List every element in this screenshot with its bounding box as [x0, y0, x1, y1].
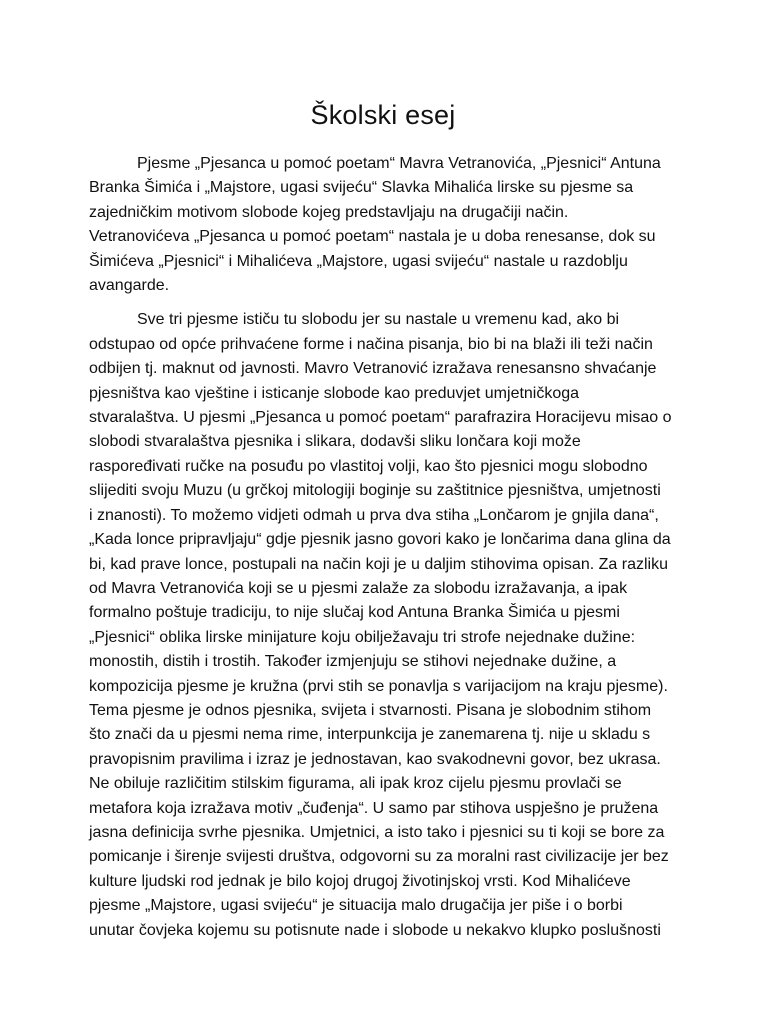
text-line: formalno poštuje tradiciju, to nije slučaj kod Antuna Branka Šimića u pjesmi	[89, 604, 620, 622]
text-line: Pjesme „Pjesanca u pomoć poetam“ Mavra Vetranovića, „Pjesnici“ Antuna	[137, 155, 661, 172]
text-line: Tema pjesme je odnos pjesnika, svijeta i stvarnosti. Pisana je slobodnim stihom	[89, 701, 652, 719]
text-line: pjesništva kao vještine i isticanje slobode kao preduvjet umjetničkoga	[89, 384, 580, 402]
text-line: pravopisnim pravilima i izraz je jednostavan, kao svakodnevni govor, bez ukrasa.	[89, 750, 661, 768]
text-line: pomicanje i širenje svijesti društva, odgovorni su za moralni rast civilizacije jer bez	[89, 848, 669, 866]
text-line: slijediti svoju Muzu (u grčkoj mitologiji boginje su zaštitnice pjesništva, umjetnosti	[89, 482, 661, 500]
text-line: što znači da u pjesmi nema rime, interpunkcija je zanemarena tj. nije u skladu s	[89, 726, 651, 744]
text-line: Vetranovićeva „Pjesanca u pomoć poetam“ nastala je u doba renesanse, dok su	[89, 228, 656, 246]
text-line: od Mavra Vetranovića koji se u pjesmi zalaže za slobodu izražavanja, a ipak	[89, 579, 628, 597]
text-line: pjesme „Majstore, ugasi svijeću“ je situacija malo drugačija jer piše i o borbi	[89, 897, 623, 915]
text-line: Ne obiluje različitim stilskim figurama, ali ipak kroz cijelu pjesmu provlači se	[89, 775, 622, 793]
essay-body	[89, 152, 677, 943]
text-line: slobodi stvaralaštva pjesnika i slikara, dodavši sliku lončara koji može	[89, 433, 581, 451]
text-line: „Kada lonce pripravljaju“ gdje pjesnik jasno govori kako je lončarima dana glina da	[89, 531, 671, 549]
text-line: metafora koja izražava motiv „čuđenja“. U samo par stihova uspješno je pružena	[89, 799, 659, 817]
text-line: kompozicija pjesme je kružna (prvi stih se ponavlja s varijacijom na kraju pjesme).	[89, 677, 668, 695]
text-line: zajedničkim motivom slobode kojeg predstavljaju na drugačiji način.	[89, 203, 569, 221]
essay-title: Školski esej	[310, 100, 456, 130]
paragraph	[89, 308, 677, 943]
text-line: odstupao od opće prihvaćene forme i načina pisanja, bio bi na blaži ili teži način	[89, 335, 653, 353]
text-line: jasna definicija svrhe pjesnika. Umjetnici, a isto tako i pjesnici su ti koji se bore za	[89, 823, 665, 841]
text-line: avangarde.	[89, 277, 170, 295]
text-line: odbijen tj. maknut od javnosti. Mavro Vetranović izražava renesansno shvaćanje	[89, 360, 657, 378]
paragraph	[89, 152, 677, 298]
text-line: monostih, distih i trostih. Također izmjenjuju se stihovi nejednake dužine, a	[89, 653, 617, 671]
text-line: raspoređivati ručke na posuđu po vlastitoj volji, kao što pjesnici mogu slobodno	[89, 457, 648, 475]
text-line: i znanosti). To možemo vidjeti odmah u prva dva stiha „Lončarom je gnjila dana“,	[89, 506, 659, 524]
text-line: Branka Šimića i „Majstore, ugasi svijeću“ Slavka Mihalića lirske su pjesme sa	[89, 179, 634, 197]
text-line: kulture ljudski rod jednak je bilo kojoj drugoj životinjskoj vrsti. Kod Mihalićeve	[89, 872, 631, 890]
text-line: unutar čovjeka kojemu su potisnute nade i slobode u nekakvo klupko poslušnosti	[89, 921, 661, 939]
text-line: bi, kad prave lonce, postupali na način koji je u daljim stihovima opisan. Za razliku	[89, 555, 668, 573]
text-line: stvaralaštva. U pjesmi „Pjesanca u pomoć poetam“ parafrazira Horacijevu misao o	[89, 409, 672, 427]
text-line: Šimićeva „Pjesnici“ i Mihalićeva „Majstore, ugasi svijeću“ nastale u razdoblju	[89, 252, 628, 270]
text-line: Sve tri pjesme ističu tu slobodu jer su nastale u vremenu kad, ako bi	[137, 311, 620, 329]
text-line: „Pjesnici“ oblika lirske minijature koju obilježavaju tri strofe nejednake dužine:	[89, 628, 636, 646]
